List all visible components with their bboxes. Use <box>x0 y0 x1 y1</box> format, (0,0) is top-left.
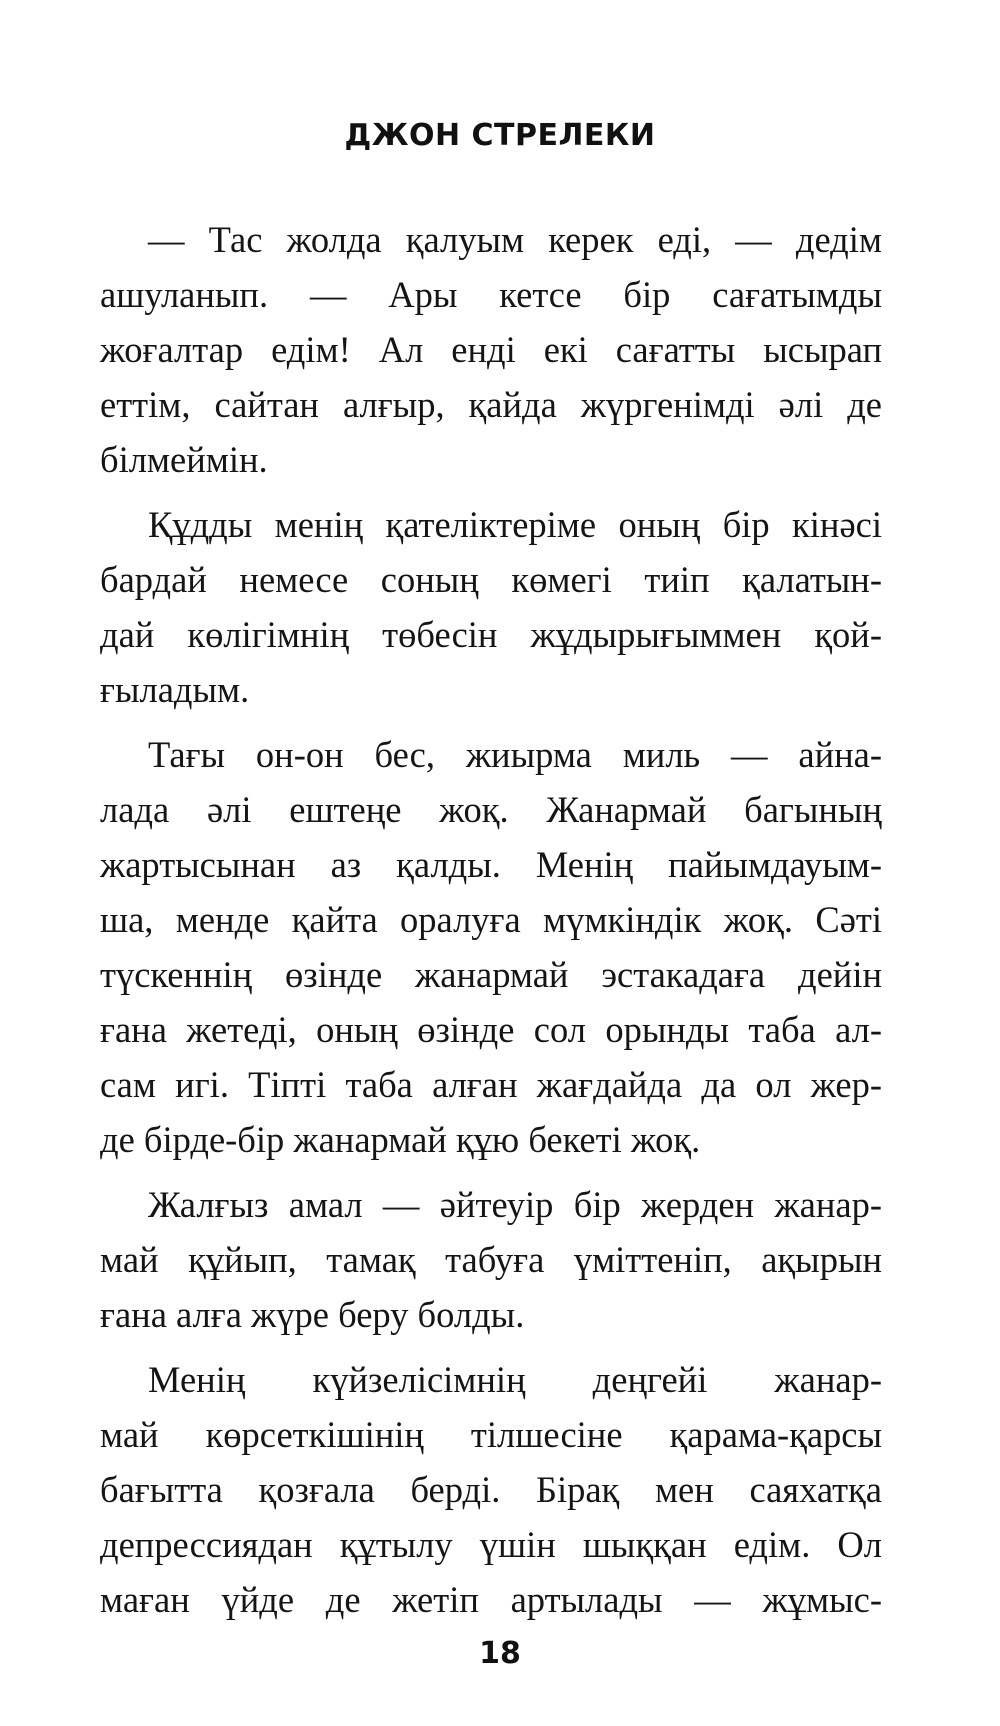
text-line: ғана алға жүре беру болды. <box>100 1294 525 1335</box>
text-line: Құдды менің қателіктеріме оның бір кінәсі <box>148 504 882 545</box>
running-header-author: ДЖОН СТРЕЛЕКИ <box>344 118 656 153</box>
text-line: Менің күйзелісімнің деңгейі жанар- <box>148 1359 882 1400</box>
text-line: Тағы он-он бес, жиырма миль — айна- <box>148 734 882 775</box>
paragraph-2 <box>100 497 882 717</box>
text-line: түскеннің өзінде жанармай эстакадаға дейін <box>100 954 882 995</box>
text-line: де бірде-бір жанармай құю бекеті жоқ. <box>100 1119 701 1160</box>
text-line: май құйып, тамақ табуға үміттеніп, ақырын <box>100 1239 882 1280</box>
text-line: бардай немесе соның көмегі тиіп қалатын- <box>100 559 882 600</box>
text-line: май көрсеткішінің тілшесіне қарама-қарсы <box>100 1414 882 1455</box>
text-line: Жалғыз амал — әйтеуір бір жерден жанар- <box>148 1184 882 1225</box>
paragraph-1 <box>100 212 882 487</box>
text-line: еттім, сайтан алғыр, қайда жүргенімді әлі де <box>100 384 882 425</box>
text-line: маған үйде де жетіп артылады — жұмыс- <box>100 1579 882 1620</box>
paragraph-3 <box>100 727 882 1167</box>
page-number: 18 <box>479 1636 521 1671</box>
text-line: дай көлігімнің төбесін жұдырығыммен қой- <box>100 614 882 655</box>
text-line: ғыладым. <box>100 669 250 710</box>
text-line: ашуланып. — Ары кетсе бір сағатымды <box>100 274 882 315</box>
text-line: жартысынан аз қалды. Менің пайымдауым- <box>100 844 882 885</box>
text-line: — Тас жолда қалуым керек еді, — дедім <box>148 219 882 260</box>
text-line: депрессиядан құтылу үшін шыққан едім. Ол <box>100 1524 882 1565</box>
paragraph-4 <box>100 1177 882 1342</box>
text-line: лада әлі ештеңе жоқ. Жанармай багының <box>100 789 882 830</box>
paragraph-5 <box>100 1352 882 1627</box>
text-line: жоғалтар едім! Ал енді екі сағатты ысырап <box>100 329 882 370</box>
text-line: білмеймін. <box>100 439 268 480</box>
text-line: бағытта қозғала берді. Бірақ мен саяхатқа <box>100 1469 882 1510</box>
body-text <box>100 212 882 1637</box>
text-line: ша, менде қайта оралуға мүмкіндік жоқ. Сәті <box>100 899 882 940</box>
text-line: сам игі. Тіпті таба алған жағдайда да ол жер- <box>100 1064 882 1105</box>
text-line: ғана жетеді, оның өзінде сол орынды таба ал- <box>100 1009 882 1050</box>
